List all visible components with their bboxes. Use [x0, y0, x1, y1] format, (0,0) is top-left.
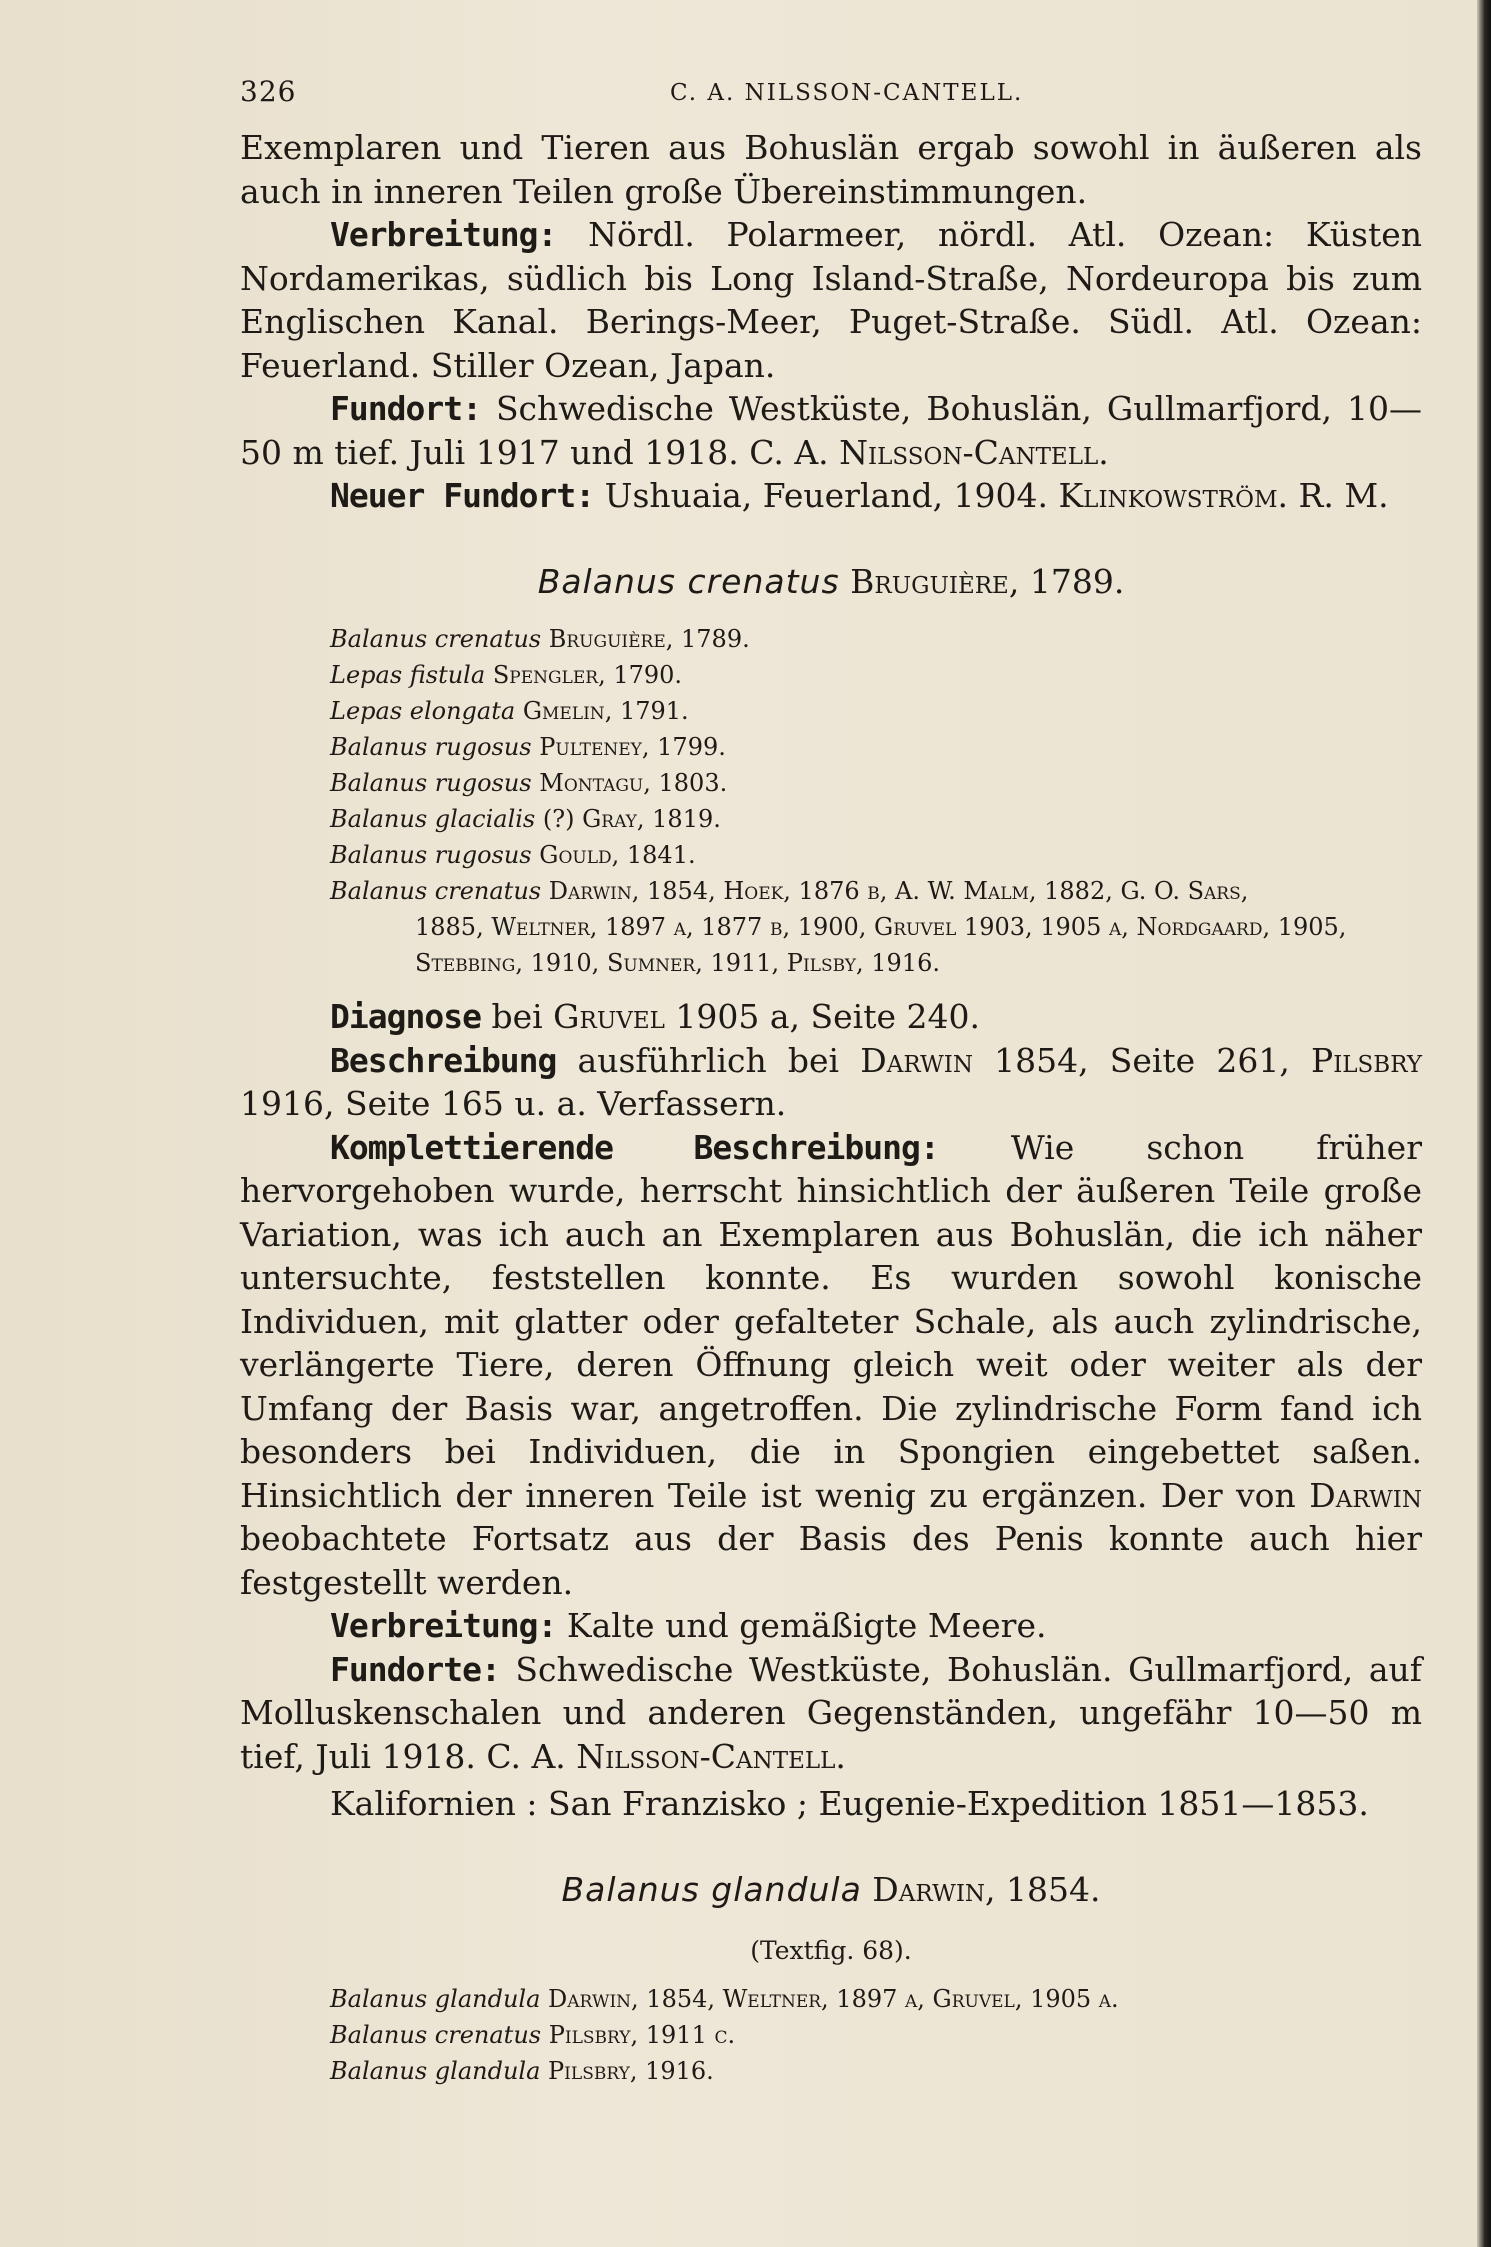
kalifornien-line: Kalifornien : San Franzisko ; Eugenie-Expedition 1851—1853.	[330, 1784, 1369, 1823]
neuer-fundort-paragraph: Neuer Fundort: Ushuaia, Feuerland, 1904. Klinkowström. R. M.	[330, 476, 1389, 515]
running-title: C. A. NILSSON-CANTELL.	[670, 80, 1024, 106]
species-heading-crenatus: Balanus crenatus Bruguière, 1789.	[537, 561, 1125, 601]
synonym-list-crenatus	[240, 621, 1422, 981]
section-label: Beschreibung	[330, 1040, 557, 1080]
synonym-entry: Balanus crenatus Bruguière, 1789.	[330, 625, 750, 653]
textfig-reference: (Textfig. 68).	[750, 1936, 912, 1965]
synonym-entry: Balanus glandula Darwin, 1854, Weltner, 1897 a, Gruvel, 1905 a.	[330, 1984, 1119, 2013]
synonym-entry: Balanus rugosus Montagu, 1803.	[330, 769, 728, 797]
synonym-entry: Balanus glacialis (?) Gray, 1819.	[330, 805, 721, 833]
section-label: Diagnose	[330, 997, 481, 1036]
author-name: Darwin	[1309, 1475, 1422, 1515]
author-name: Nilsson-Cantell	[576, 1736, 836, 1776]
section-label: Fundorte:	[330, 1649, 500, 1689]
page-number: 326	[240, 75, 297, 108]
beschreibung-paragraph: Beschreibung ausführlich bei Darwin 1854, Seite 261, Pilsbry 1916, Seite 165 u. a. Verfassern.	[240, 1040, 1422, 1123]
author-name: Nilsson-Cantell	[839, 432, 1099, 472]
species-heading-glandula: Balanus glandula Darwin, 1854.	[561, 1869, 1101, 1909]
verbreitung-paragraph-2: Verbreitung: Kalte und gemäßigte Meere.	[330, 1606, 1047, 1645]
komplettierende-beschreibung-paragraph: Komplettierende Beschreibung: Wie schon früher hervorgehoben wurde, herrscht hinsichtlich der äußeren Teile große Variation, was ich auch an Exemplaren aus Bohuslän, die ich näher untersuchte, feststellen konnte. Es wurden sowohl konische Individuen, mit glatter oder gefalteter Schale, als auch zylindrische, verlängerte Tiere, deren Öffnung gleich weit oder weiter als der Umfang der Basis war, angetroffen. Die zylindrische Form fand ich besonders bei Individuen, die in Spongien eingebettet saßen. Hinsichtlich der inneren Teile ist wenig zu ergänzen. Der von Darwin beobachtete Fortsatz aus der Basis des Penis konnte auch hier festgestellt werden.	[240, 1127, 1422, 1602]
fundorte-paragraph: Fundorte: Schwedische Westküste, Bohuslän. Gullmarfjord, auf Molluskenschalen und anderen Gegenständen, ungefähr 10—50 m tief, Juli 1918. C. A. Nilsson-Cantell.	[240, 1649, 1422, 1776]
verbreitung-paragraph: Verbreitung: Nördl. Polarmeer, nördl. Atl. Ozean: Küsten Nordamerikas, südlich bis Long Island-Straße, Nordeuropa bis zum Englischen Kanal. Berings-Meer, Puget-Straße. Südl. Atl. Ozean: Feuerland. Stiller Ozean, Japan.	[240, 215, 1422, 385]
fundort-paragraph: Fundort: Schwedische Westküste, Bohuslän, Gullmarfjord, 10—50 m tief. Juli 1917 und 1918. C. A. Nilsson-Cantell.	[240, 389, 1422, 472]
author-name: Pilsbry	[1310, 1040, 1422, 1080]
synonym-entry: Balanus glandula Pilsbry, 1916.	[330, 2056, 714, 2085]
section-label: Verbreitung:	[330, 215, 557, 254]
synonym-entry: Balanus rugosus Gould, 1841.	[330, 841, 696, 869]
page-header	[240, 70, 1422, 114]
intro-paragraph: Exemplaren und Tieren aus Bohuslän ergab sowohl in äußeren als auch in inneren Teilen große Übereinstimmungen.	[240, 128, 1422, 211]
page-edge	[1477, 0, 1491, 2247]
diagnose-paragraph: Diagnose bei Gruvel 1905 a, Seite 240.	[330, 997, 980, 1036]
section-label: Komplettierende Beschreibung:	[330, 1127, 939, 1167]
page-content	[240, 70, 1422, 2089]
synonym-entry-long: Balanus crenatus Darwin, 1854, Hoek, 1876 b, A. W. Malm, 1882, G. O. Sars,	[330, 877, 1249, 905]
synonym-continuation: Stebbing, 1910, Sumner, 1911, Pilsby, 1916.	[415, 949, 940, 977]
synonym-list-glandula	[240, 1981, 1422, 2089]
author-name: Darwin	[860, 1040, 973, 1080]
author-name: Gruvel	[553, 997, 665, 1036]
synonym-entry: Lepas fistula Spengler, 1790.	[330, 661, 683, 689]
section-label: Fundort:	[330, 389, 481, 428]
synonym-entry: Lepas elongata Gmelin, 1791.	[330, 697, 689, 725]
section-label: Neuer Fundort:	[330, 476, 595, 515]
section-label: Verbreitung:	[330, 1606, 557, 1645]
synonym-entry: Balanus rugosus Pulteney, 1799.	[330, 733, 726, 761]
author-name: Klinkowström	[1058, 476, 1278, 515]
synonym-entry: Balanus crenatus Pilsbry, 1911 c.	[330, 2020, 736, 2049]
synonym-continuation: 1885, Weltner, 1897 a, 1877 b, 1900, Gruvel 1903, 1905 a, Nordgaard, 1905,	[415, 913, 1347, 941]
